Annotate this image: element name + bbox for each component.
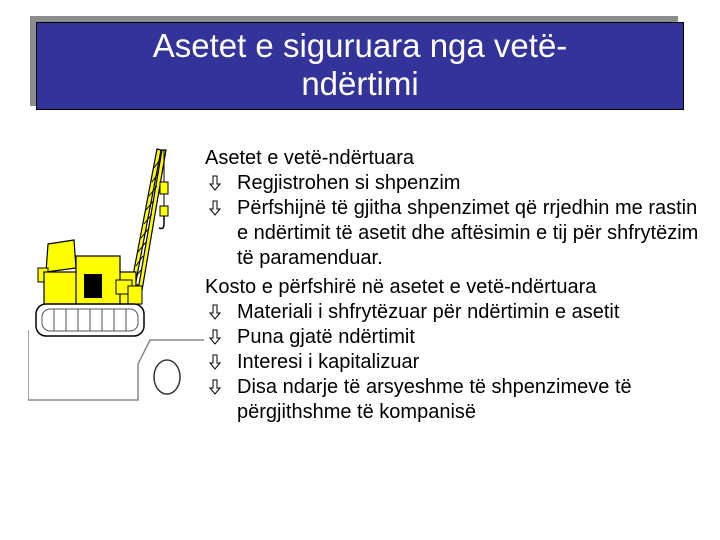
hollow-down-arrow-icon <box>209 304 221 320</box>
bullet-text: Disa ndarje të arsyeshme të shpenzimeve të përgjithshme të kompanisë <box>237 376 632 423</box>
crane-clipart <box>28 144 204 406</box>
bullet-text: Materiali i shfrytëzuar për ndërtimin e asetit <box>237 301 620 323</box>
list-item <box>205 350 710 375</box>
heading-included-costs: Kosto e përfshirë në asetet e vetë-ndërtuara <box>205 276 597 298</box>
bullet-text: Puna gjatë ndërtimit <box>237 326 415 348</box>
bullet-text: Interesi i kapitalizuar <box>237 351 420 373</box>
list-item <box>205 171 710 196</box>
list-item <box>205 196 710 271</box>
slide-title: Asetet e siguruara nga vetë- ndërtimi <box>152 27 568 102</box>
hollow-down-arrow-icon <box>209 379 221 395</box>
slide-body <box>205 146 710 425</box>
list-item <box>205 375 710 425</box>
hollow-down-arrow-icon <box>209 175 221 191</box>
heading-self-built-assets: Asetet e vetë-ndërtuara <box>205 147 415 169</box>
hollow-down-arrow-icon <box>209 329 221 345</box>
hollow-down-arrow-icon <box>209 354 221 370</box>
list-item <box>205 325 710 350</box>
list-item <box>205 300 710 325</box>
bullet-text: Përfshijnë të gjitha shpenzimet që rrjedhin me rastin e ndërtimit të asetit dhe aftësimin e tij për shfrytëzim të paramenduar. <box>237 197 699 269</box>
title-box <box>36 22 684 110</box>
hollow-down-arrow-icon <box>209 200 221 216</box>
bullet-text: Regjistrohen si shpenzim <box>237 172 461 194</box>
